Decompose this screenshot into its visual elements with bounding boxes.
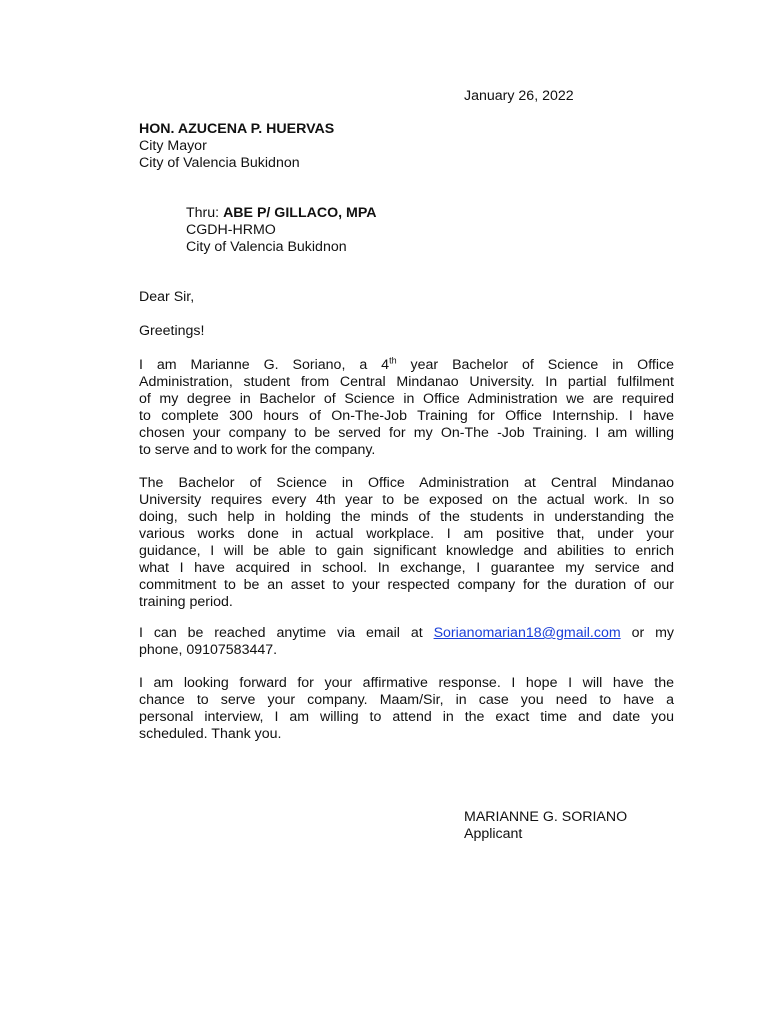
paragraph-line: to complete 300 hours of On-The-Job Training for Office Internship. I have <box>139 408 674 424</box>
contact-text-start: I can be reached anytime via email at <box>139 625 434 641</box>
ordinal-suffix: th <box>389 355 397 366</box>
paragraph-closing <box>139 675 674 743</box>
paragraph-line <box>139 625 674 642</box>
email-link[interactable]: Sorianomarian18@gmail.com <box>433 625 621 641</box>
signatory-name: MARIANNE G. SORIANO <box>464 809 628 825</box>
thru-block <box>186 205 377 256</box>
paragraph-line: personal interview, I am willing to attend in the exact time and date you <box>139 709 674 725</box>
paragraph-contact <box>139 625 674 659</box>
intro-text-start: I am Marianne G. Soriano, a 4 <box>139 357 390 373</box>
paragraph-line: training period. <box>139 594 233 610</box>
paragraph-line: chance to serve your company. Maam/Sir, in case you need to have a <box>139 692 674 708</box>
paragraph-line: chosen your company to be served for my On-The -Job Training. I am willing <box>139 425 674 441</box>
signatory-role: Applicant <box>464 826 523 842</box>
paragraph-line: of my degree in Bachelor of Science in Office Administration we are required <box>139 391 674 407</box>
phone-line: phone, 09107583447. <box>139 642 278 658</box>
addressee-title: City Mayor <box>139 138 207 154</box>
addressee-name: HON. AZUCENA P. HUERVAS <box>139 121 335 137</box>
thru-title: CGDH-HRMO <box>186 222 276 238</box>
thru-name: ABE P/ GILLACO, MPA <box>223 205 377 221</box>
paragraph-line: The Bachelor of Science in Office Administration at Central Mindanao <box>139 475 674 491</box>
paragraph-line: guidance, I will be able to gain significant knowledge and abilities to enrich <box>139 543 674 559</box>
paragraph-program <box>139 475 674 611</box>
thru-location: City of Valencia Bukidnon <box>186 239 347 255</box>
paragraph-line: to serve and to work for the company. <box>139 442 376 458</box>
signature-block <box>464 809 627 843</box>
salutation: Dear Sir, <box>139 289 195 305</box>
paragraph-line: University requires every 4th year to be exposed on the actual work. In so <box>139 492 674 508</box>
contact-text-end: or my <box>620 625 674 641</box>
paragraph-intro <box>139 357 674 459</box>
paragraph-line: doing, such help in holding the minds of the students in understanding the <box>139 509 674 525</box>
addressee-block <box>139 121 334 172</box>
paragraph-line <box>139 357 674 374</box>
greeting: Greetings! <box>139 323 205 339</box>
paragraph-line: commitment to be an asset to your respected company for the duration of our <box>139 577 674 593</box>
paragraph-line: I am looking forward for your affirmative response. I hope I will have the <box>139 675 674 691</box>
letter-date: January 26, 2022 <box>464 88 574 104</box>
paragraph-line: scheduled. Thank you. <box>139 726 282 742</box>
paragraph-line: various works done in actual workplace. I am positive that, under your <box>139 526 674 542</box>
thru-line <box>186 205 377 222</box>
paragraph-line: what I have acquired in school. In exchange, I guarantee my service and <box>139 560 674 576</box>
thru-prefix: Thru: <box>186 205 224 221</box>
paragraph-line: Administration, student from Central Mindanao University. In partial fulfilment <box>139 374 674 390</box>
addressee-location: City of Valencia Bukidnon <box>139 155 300 171</box>
intro-text-end: year Bachelor of Science in Office <box>396 357 674 373</box>
